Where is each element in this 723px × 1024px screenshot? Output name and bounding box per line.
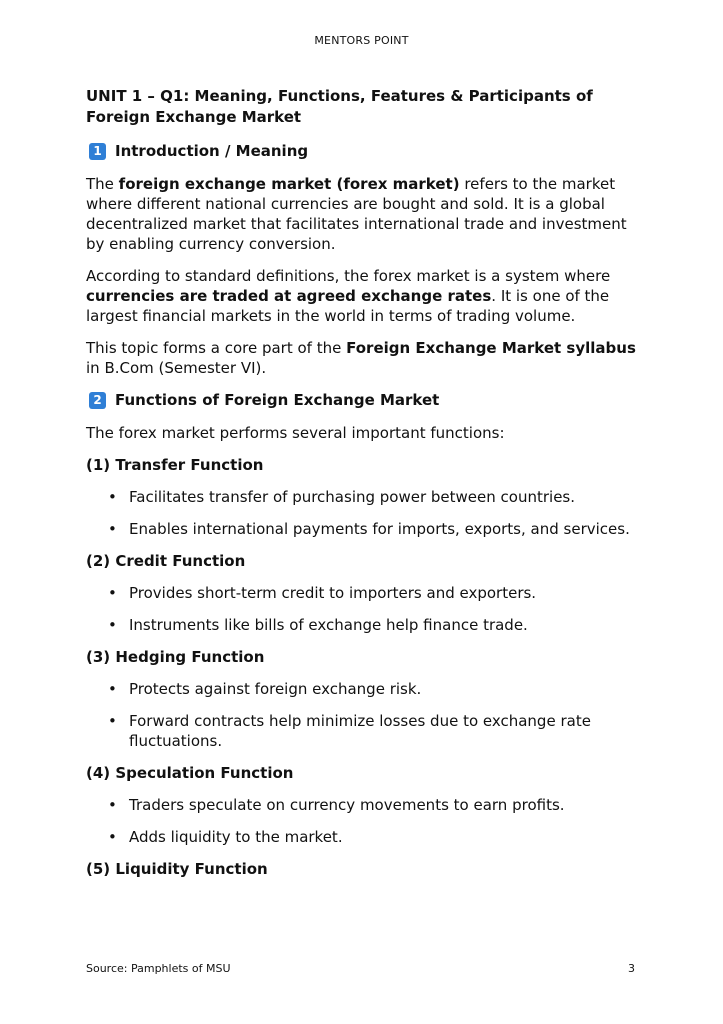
function-title: (2) Credit Function [86, 552, 246, 570]
text-run: The [86, 175, 119, 193]
text-run: in B.Com (Semester VI). [86, 359, 267, 377]
bold-text-run: currencies are traded at agreed exchange rates [86, 287, 492, 305]
list-item: • Instruments like bills of exchange help finance trade. [86, 615, 646, 635]
section-heading-text: Introduction / Meaning [115, 142, 309, 160]
function-block-credit [86, 551, 646, 635]
functions-intro: The forex market performs several important functions: [86, 424, 505, 442]
list-item: • Protects against foreign exchange risk. [86, 679, 646, 699]
intro-paragraph-1 [86, 174, 646, 254]
page-number: 3 [628, 962, 635, 975]
text-run: refers to the market where different national currencies are bought and sold. It is a global decentralized market that facilitates international trade and investment by enabling currency conversion. [86, 175, 627, 253]
section-heading-functions [86, 390, 646, 411]
list-item: • Adds liquidity to the market. [86, 827, 646, 847]
function-block-transfer [86, 455, 646, 539]
list-item: • Traders speculate on currency movements to earn profits. [86, 795, 646, 815]
list-item: • Enables international payments for imports, exports, and services. [86, 519, 646, 539]
document-title: UNIT 1 – Q1: Meaning, Functions, Features & Participants of Foreign Exchange Market [86, 87, 593, 126]
bullet-list [86, 795, 646, 847]
bold-text-run: foreign exchange market (forex market) [118, 175, 460, 193]
text-run: This topic forms a core part of the [86, 339, 347, 357]
section-heading-introduction [86, 141, 646, 162]
number-two-icon: 2 [89, 392, 106, 409]
bullet-list [86, 583, 646, 635]
function-block-hedging [86, 647, 646, 751]
bullet-list [86, 679, 646, 751]
text-run: . It is one of the largest financial markets in the world in terms of trading volume. [86, 287, 610, 325]
list-item: • Provides short-term credit to importers and exporters. [86, 583, 646, 603]
function-block-speculation [86, 763, 646, 847]
section-heading-text: Functions of Foreign Exchange Market [115, 391, 440, 409]
intro-paragraph-3 [86, 338, 646, 378]
text-run: According to standard definitions, the forex market is a system where [86, 267, 611, 285]
page-content [86, 86, 646, 891]
function-title: (1) Transfer Function [86, 456, 264, 474]
function-title: (4) Speculation Function [86, 764, 294, 782]
list-item: • Facilitates transfer of purchasing power between countries. [86, 487, 646, 507]
page-header: MENTORS POINT [314, 34, 409, 47]
function-title: (5) Liquidity Function [86, 860, 268, 878]
intro-paragraph-2 [86, 266, 646, 326]
list-item: • Forward contracts help minimize losses due to exchange rate fluctuations. [86, 711, 646, 751]
number-one-icon: 1 [89, 143, 106, 160]
footer-source: Source: Pamphlets of MSU [86, 962, 231, 975]
function-block-liquidity [86, 859, 646, 879]
bullet-list [86, 487, 646, 539]
bold-text-run: Foreign Exchange Market syllabus [346, 339, 636, 357]
function-title: (3) Hedging Function [86, 648, 265, 666]
